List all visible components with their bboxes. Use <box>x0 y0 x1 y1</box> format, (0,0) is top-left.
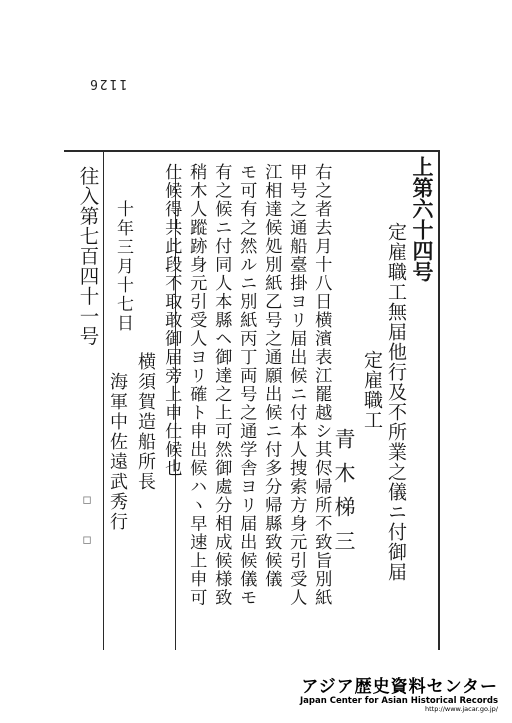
bleed-through-mark: ▫ <box>78 530 96 548</box>
archive-name-ja: アジア歴史資料センター <box>301 676 498 697</box>
worker-title: 定雇職工 <box>361 350 383 430</box>
body-line: 稍木人蹤跡身元引受人ヨリ確ト申出候ハヽ早速上申可 <box>186 163 207 607</box>
document-subject: 定雇職工無届他行及不所業之儀ニ付御届 <box>385 222 407 582</box>
body-line: 甲号之通船臺掛ヨリ届出候ニ付本人捜索方身元引受人 <box>286 163 307 607</box>
body-line: 江相達候処別紙乙号之通願出候ニ付多分帰縣致候儀 <box>261 163 282 589</box>
margin-registration-note: 往入第七百四十一号 <box>76 166 100 346</box>
archive-logo <box>300 678 498 713</box>
body-line: 仕候得共此段不取敢御届旁上申仕候也 <box>161 163 182 478</box>
top-border <box>64 150 440 152</box>
document-date: 十年三月十七日 <box>113 200 133 333</box>
sender-name: 海軍中佐遠武秀行 <box>107 372 128 532</box>
sender-organization: 横須賀造船所長 <box>135 352 156 492</box>
right-border <box>438 150 440 650</box>
archive-url: http://www.jacar.go.jp/ <box>425 704 498 713</box>
body-line: モ可有之然ルニ別紙丙丁両号之通学舎ヨリ届出候儀モ <box>236 163 257 607</box>
page-number: 1126 <box>88 76 128 91</box>
body-line: 右之者去月十八日横濱表江罷越シ其侭帰所不致旨別紙 <box>311 163 332 607</box>
archive-name-en: Japan Center for Asian Historical Records <box>299 695 498 706</box>
worker-name: 青木梯三 <box>332 428 356 564</box>
margin-divider <box>103 150 104 650</box>
bleed-through-mark: ▫ <box>78 490 96 508</box>
body-line: 有之候ニ付同人本縣ヘ御達之上可然御處分相成候様致 <box>211 163 232 607</box>
document-heading: 上第六十四号 <box>410 156 435 282</box>
